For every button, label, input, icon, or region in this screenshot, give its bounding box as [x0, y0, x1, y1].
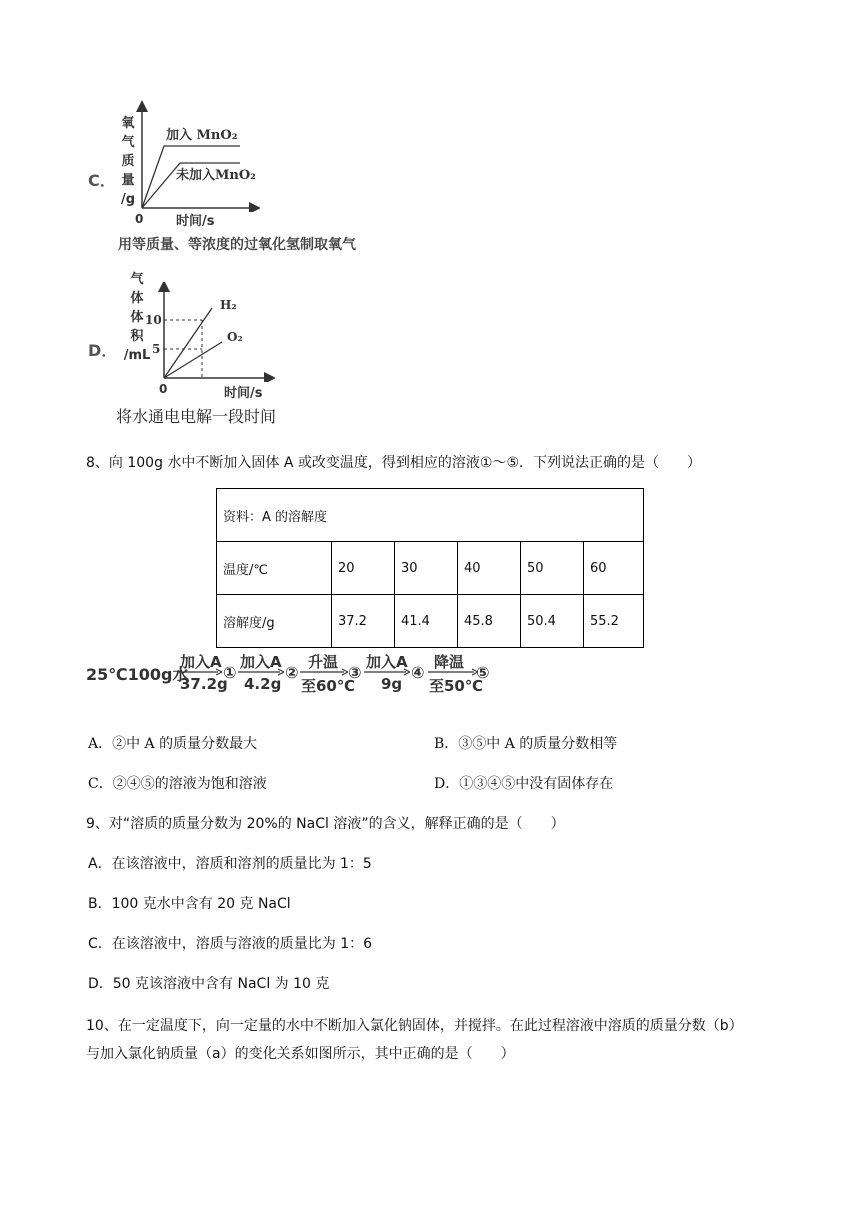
table-cell: 45.8: [458, 595, 521, 648]
q9-option-b: B．100 克水中含有 20 克 NaCl: [88, 896, 291, 912]
step-3-result: ③: [348, 663, 362, 682]
y-label-char: /g: [120, 192, 136, 207]
q10-stem-line2: 与加入氯化钠质量（a）的变化关系如图所示，其中正确的是（ ）: [86, 1046, 515, 1062]
table-cell: 60: [584, 542, 644, 595]
table-cell: 30: [395, 542, 458, 595]
step-5-bottom: 至50℃: [429, 677, 484, 695]
series-label-h2: H₂: [220, 298, 237, 312]
step-2-bottom: 4.2g: [244, 675, 282, 693]
option-c-chart: [130, 100, 260, 212]
q8-option-b: B．③⑤中 A 的质量分数相等: [434, 736, 618, 752]
tick-label-10: 10: [145, 313, 162, 327]
q8-option-a: A．②中 A 的质量分数最大: [88, 736, 258, 752]
x-axis-label: 时间/s: [224, 386, 263, 401]
step-1-top: 加入A: [180, 653, 222, 671]
y-label-char: 气: [121, 135, 135, 150]
origin-label: 0: [135, 212, 144, 226]
step-4-bottom: 9g: [381, 675, 403, 693]
table-cell: 50: [521, 542, 584, 595]
table-title: 资料：A 的溶解度: [217, 489, 644, 542]
y-label-char: 积: [130, 329, 144, 344]
step-5-top: 降温: [434, 653, 465, 671]
y-label-char: 质: [121, 154, 135, 169]
step-3-bottom: 至60℃: [301, 677, 356, 695]
q8-stem: 8、向 100g 水中不断加入固体 A 或改变温度，得到相应的溶液①～⑤．下列说法正确的是（ ）: [86, 455, 701, 471]
table-row: [217, 542, 644, 595]
step-1-result: ①: [223, 663, 237, 682]
q8-option-d: D．①③④⑤中没有固体存在: [434, 776, 614, 792]
step-4-result: ④: [411, 663, 425, 682]
table-cell: 55.2: [584, 595, 644, 648]
q10-stem-line1: 10、在一定温度下，向一定量的水中不断加入氯化钠固体，并搅拌。在此过程溶液中溶质的质量分数（b）: [86, 1018, 743, 1034]
table-cell: 41.4: [395, 595, 458, 648]
solubility-table: [216, 488, 644, 648]
step-4-top: 加入A: [366, 653, 408, 671]
series-line-o2: [164, 342, 222, 378]
option-d-caption: 将水通电电解一段时间: [116, 407, 277, 426]
q8-option-c: C．②④⑤的溶液为饱和溶液: [88, 776, 267, 792]
x-axis-label: 时间/s: [176, 214, 215, 229]
q9-option-a: A．在该溶液中，溶质和溶剂的质量比为 1：5: [88, 856, 372, 872]
y-label-char: 体: [130, 291, 144, 306]
series-line-h2: [164, 308, 212, 378]
series-label-with-mno2: 加入 MnO₂: [166, 128, 238, 143]
option-c-caption: 用等质量、等浓度的过氧化氢制取氧气: [118, 237, 356, 253]
step-2-result: ②: [285, 663, 299, 682]
table-cell: 40: [458, 542, 521, 595]
table-cell: 37.2: [332, 595, 395, 648]
q9-option-c: C．在该溶液中，溶质与溶液的质量比为 1：6: [88, 936, 373, 952]
y-label-char: 量: [121, 173, 135, 188]
q9-stem: 9、对“溶质的质量分数为 20%的 NaCl 溶液”的含义，解释正确的是（ ）: [86, 816, 565, 832]
process-start: 25℃100g水: [86, 665, 189, 684]
series-label-without-mno2: 未加入MnO₂: [176, 168, 256, 183]
step-1-bottom: 37.2g: [180, 675, 228, 693]
series-label-o2: O₂: [227, 330, 243, 344]
origin-label: 0: [159, 382, 168, 396]
step-3-top: 升温: [308, 653, 339, 671]
tick-label-5: 5: [152, 342, 161, 356]
temp-row-label: 温度/℃: [217, 542, 332, 595]
q9-option-d: D．50 克该溶液中含有 NaCl 为 10 克: [88, 976, 330, 992]
table-cell: 20: [332, 542, 395, 595]
table-row: [217, 595, 644, 648]
step-5-result: ⑤: [476, 663, 490, 682]
step-2-top: 加入A: [240, 653, 282, 671]
option-d-label: D．: [88, 341, 118, 360]
y-label-char: 体: [130, 310, 144, 325]
y-label-char: 气: [130, 272, 144, 287]
solubility-row-label: 溶解度/g: [217, 595, 332, 648]
y-label-char: 氧: [121, 116, 135, 131]
y-label-char: /mL: [123, 348, 151, 363]
table-cell: 50.4: [521, 595, 584, 648]
option-c-label: C．: [88, 171, 116, 190]
option-d-chart: [150, 282, 275, 382]
